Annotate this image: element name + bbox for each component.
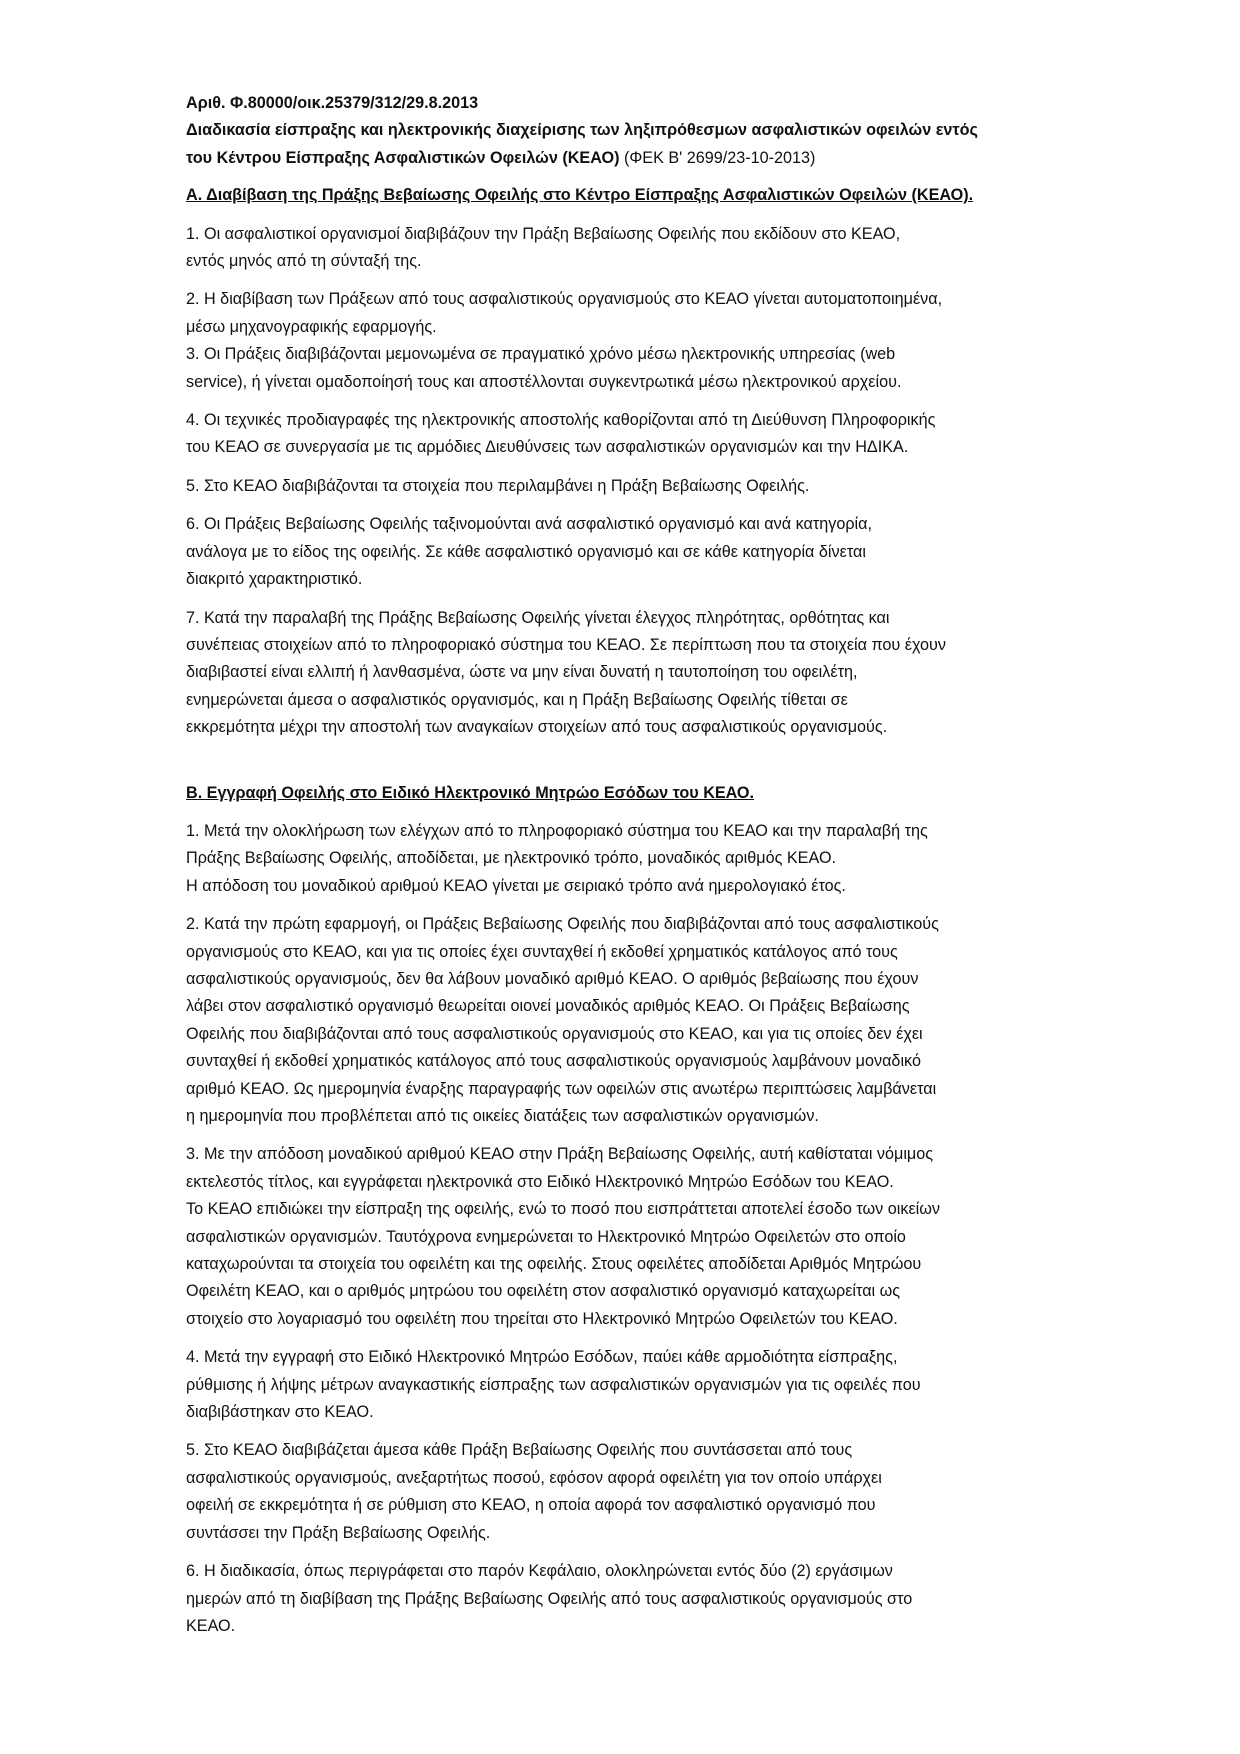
section-b-paragraph-6 bbox=[186, 1558, 1086, 1640]
paragraph-line: ασφαλιστικούς οργανισμούς, δεν θα λάβουν μοναδικό αριθμό ΚΕΑΟ. Ο αριθμός βεβαίωσης που έχουν bbox=[186, 969, 919, 988]
paragraph-line: διακριτό χαρακτηριστικό. bbox=[186, 570, 363, 589]
paragraph-line: διαβιβαστεί είναι ελλιπή ή λανθασμένα, ώστε να μην είναι δυνατή η ταυτοποίηση του οφειλέτη, bbox=[186, 663, 858, 682]
section-b-paragraph-1 bbox=[186, 818, 1086, 900]
paragraph-line: 5. Στο ΚΕΑΟ διαβιβάζεται άμεσα κάθε Πράξη Βεβαίωσης Οφειλής που συντάσσεται από τους bbox=[186, 1441, 853, 1460]
section-a-heading: Α. Διαβίβαση της Πράξης Βεβαίωσης Οφειλής στο Κέντρο Είσπραξης Ασφαλιστικών Οφειλών (ΚΕΑΟ). bbox=[186, 186, 974, 205]
paragraph-line: ενημερώνεται άμεσα ο ασφαλιστικός οργανισμός, και η Πράξη Βεβαίωσης Οφειλής τίθεται σε bbox=[186, 690, 848, 709]
section-b-paragraph-5 bbox=[186, 1437, 1086, 1547]
document-page bbox=[186, 90, 1086, 1651]
paragraph-line: 4. Οι τεχνικές προδιαγραφές της ηλεκτρονικής αποστολής καθορίζονται από τη Διεύθυνση Πληροφορικής bbox=[186, 411, 936, 430]
paragraph-line: Η απόδοση του μοναδικού αριθμού ΚΕΑΟ γίνεται με σειριακό τρόπο ανά ημερολογιακό έτος. bbox=[186, 876, 846, 895]
paragraph-line: ανάλογα με το είδος της οφειλής. Σε κάθε ασφαλιστικό οργανισμό και σε κάθε κατηγορία δίνεται bbox=[186, 542, 866, 561]
paragraph-line: 2. Η διαβίβαση των Πράξεων από τους ασφαλιστικούς οργανισμούς στο ΚΕΑΟ γίνεται αυτοματοποιημένα, bbox=[186, 290, 943, 309]
paragraph-line: αριθμό ΚΕΑΟ. Ως ημερομηνία έναρξης παραγραφής των οφειλών στις ανωτέρω περιπτώσεις λαμβάνεται bbox=[186, 1079, 937, 1098]
paragraph-line: 5. Στο ΚΕΑΟ διαβιβάζονται τα στοιχεία που περιλαμβάνει η Πράξη Βεβαίωσης Οφειλής. bbox=[186, 476, 810, 495]
paragraph-line: στοιχείο στο λογαριασμό του οφειλέτη που τηρείται στο Ηλεκτρονικό Μητρώο Οφειλετών του ΚΕΑΟ. bbox=[186, 1309, 898, 1328]
section-a-paragraph-5 bbox=[186, 473, 1086, 500]
document-title-line-1: Διαδικασία είσπραξης και ηλεκτρονικής διαχείρισης των ληξιπρόθεσμων ασφαλιστικών οφειλών εντός bbox=[186, 121, 978, 140]
paragraph-line: καταχωρούνται τα στοιχεία του οφειλέτη και της οφειλής. Στους οφειλέτες αποδίδεται Αριθμός Μητρώου bbox=[186, 1255, 922, 1274]
paragraph-line: ασφαλιστικών οργανισμών. Ταυτόχρονα ενημερώνεται το Ηλεκτρονικό Μητρώο Οφειλετών στο οποίο bbox=[186, 1227, 906, 1246]
paragraph-line: η ημερομηνία που προβλέπεται από τις οικείες διατάξεις των ασφαλιστικών οργανισμών. bbox=[186, 1107, 819, 1125]
paragraph-line: Οφειλέτη ΚΕΑΟ, και ο αριθμός μητρώου του οφειλέτη στον ασφαλιστικό οργανισμό καταχωρείται ως bbox=[186, 1282, 901, 1301]
section-a-paragraph-2 bbox=[186, 286, 1086, 341]
paragraph-line: ημερών από τη διαβίβαση της Πράξης Βεβαίωσης Οφειλής από τους ασφαλιστικούς οργανισμούς στο bbox=[186, 1589, 913, 1608]
paragraph-line: μέσω μηχανογραφικής εφαρμογής. bbox=[186, 317, 437, 336]
section-b-paragraph-2 bbox=[186, 911, 1086, 1130]
paragraph-line: ασφαλιστικούς οργανισμούς, ανεξαρτήτως ποσού, εφόσον αφορά οφειλέτη για τον οποίο υπάρχει bbox=[186, 1468, 882, 1487]
paragraph-line: ρύθμισης ή λήψης μέτρων αναγκαστικής είσπραξης των ασφαλιστικών οργανισμών για τις οφειλές που bbox=[186, 1375, 921, 1394]
document-title-line-2-bold: του Κέντρου Είσπραξης Ασφαλιστικών Οφειλών (ΚΕΑΟ) bbox=[186, 148, 620, 167]
paragraph-line: Πράξης Βεβαίωσης Οφειλής, αποδίδεται, με ηλεκτρονικό τρόπο, μοναδικός αριθμός ΚΕΑΟ. bbox=[186, 849, 837, 868]
paragraph-line: λάβει στον ασφαλιστικό οργανισμό θεωρείται οιονεί μοναδικός αριθμός ΚΕΑΟ. Οι Πράξεις Βεβαίωσης bbox=[186, 997, 910, 1016]
paragraph-line: 3. Με την απόδοση μοναδικού αριθμού ΚΕΑΟ στην Πράξη Βεβαίωσης Οφειλής, αυτή καθίσταται νόμιμος bbox=[186, 1145, 934, 1164]
paragraph-line: οργανισμούς στο ΚΕΑΟ, και για τις οποίες έχει συνταχθεί ή εκδοθεί χρηματικός κατάλογος από τους bbox=[186, 942, 898, 961]
paragraph-line: εντός μηνός από τη σύνταξή της. bbox=[186, 252, 422, 271]
paragraph-line: ΚΕΑΟ. bbox=[186, 1616, 236, 1635]
section-a-paragraph-1 bbox=[186, 221, 1086, 276]
paragraph-line: Το ΚΕΑΟ επιδιώκει την είσπραξη της οφειλής, ενώ το ποσό που εισπράττεται αποτελεί έσοδο των οικείων bbox=[186, 1200, 940, 1219]
paragraph-line: 1. Μετά την ολοκλήρωση των ελέγχων από το πληροφοριακό σύστημα του ΚΕΑΟ και την παραλαβή της bbox=[186, 821, 928, 840]
paragraph-line: διαβιβάστηκαν στο ΚΕΑΟ. bbox=[186, 1403, 374, 1422]
paragraph-line: του ΚΕΑΟ σε συνεργασία με τις αρμόδιες Διευθύνσεις των ασφαλιστικών οργανισμών και την ΗΔΙΚΑ. bbox=[186, 438, 909, 457]
paragraph-line: εκκρεμότητα μέχρι την αποστολή των αναγκαίων στοιχείων από τους ασφαλιστικούς οργανισμούς. bbox=[186, 718, 888, 737]
paragraph-line: service), ή γίνεται ομαδοποίησή τους και αποστέλλονται συγκεντρωτικά μέσω ηλεκτρονικού αρχείου. bbox=[186, 372, 902, 391]
paragraph-line: συντάσσει την Πράξη Βεβαίωσης Οφειλής. bbox=[186, 1523, 491, 1542]
paragraph-line: εκτελεστός τίτλος, και εγγράφεται ηλεκτρονικά στο Ειδικό Ηλεκτρονικό Μητρώο Εσόδων του ΚΕΑΟ. bbox=[186, 1172, 894, 1191]
paragraph-line: 6. Η διαδικασία, όπως περιγράφεται στο παρόν Κεφάλαιο, ολοκληρώνεται εντός δύο (2) εργάσιμων bbox=[186, 1562, 893, 1581]
paragraph-line: Οφειλής που διαβιβάζονται από τους ασφαλιστικούς οργανισμούς στο ΚΕΑΟ, και για τις οποίες δεν έχει bbox=[186, 1024, 923, 1043]
gazette-reference: (ΦΕΚ Β' 2699/23-10-2013) bbox=[619, 148, 816, 167]
paragraph-line: 3. Οι Πράξεις διαβιβάζονται μεμονωμένα σε πραγματικό χρόνο μέσω ηλεκτρονικής υπηρεσίας (web bbox=[186, 345, 896, 364]
paragraph-line: 2. Κατά την πρώτη εφαρμογή, οι Πράξεις Βεβαίωσης Οφειλής που διαβιβάζονται από τους ασφαλιστικούς bbox=[186, 915, 939, 934]
paragraph-line: συνέπειας στοιχείων από το πληροφοριακό σύστημα του ΚΕΑΟ. Σε περίπτωση που τα στοιχεία που έχουν bbox=[186, 635, 947, 654]
section-b-heading: Β. Εγγραφή Οφειλής στο Ειδικό Ηλεκτρονικό Μητρώο Εσόδων του ΚΕΑΟ. bbox=[186, 783, 755, 802]
section-a-paragraph-7 bbox=[186, 605, 1086, 742]
decision-reference: Αριθ. Φ.80000/οικ.25379/312/29.8.2013 bbox=[186, 94, 479, 112]
paragraph-line: οφειλή σε εκκρεμότητα ή σε ρύθμιση στο ΚΕΑΟ, η οποία αφορά τον ασφαλιστικό οργανισμό που bbox=[186, 1496, 876, 1515]
paragraph-line: 7. Κατά την παραλαβή της Πράξης Βεβαίωσης Οφειλής γίνεται έλεγχος πληρότητας, ορθότητας και bbox=[186, 608, 890, 627]
paragraph-line: συνταχθεί ή εκδοθεί χρηματικός κατάλογος από τους ασφαλιστικούς οργανισμούς λαμβάνουν μοναδικό bbox=[186, 1052, 921, 1071]
document-header bbox=[186, 90, 1086, 172]
paragraph-line: 1. Οι ασφαλιστικοί οργανισμοί διαβιβάζουν την Πράξη Βεβαίωσης Οφειλής που εκδίδουν στο ΚΕΑΟ, bbox=[186, 224, 901, 243]
section-b-paragraph-4 bbox=[186, 1344, 1086, 1426]
section-spacer bbox=[186, 753, 1086, 780]
paragraph-line: 4. Μετά την εγγραφή στο Ειδικό Ηλεκτρονικό Μητρώο Εσόδων, παύει κάθε αρμοδιότητα είσπραξης, bbox=[186, 1348, 898, 1367]
paragraph-line: 6. Οι Πράξεις Βεβαίωσης Οφειλής ταξινομούνται ανά ασφαλιστικό οργανισμό και ανά κατηγορία, bbox=[186, 515, 872, 534]
section-a-paragraph-4 bbox=[186, 407, 1086, 462]
section-a-paragraph-3 bbox=[186, 341, 1086, 396]
section-a-paragraph-6 bbox=[186, 511, 1086, 593]
document-title-line-2 bbox=[186, 145, 1086, 172]
section-b-paragraph-3 bbox=[186, 1141, 1086, 1333]
